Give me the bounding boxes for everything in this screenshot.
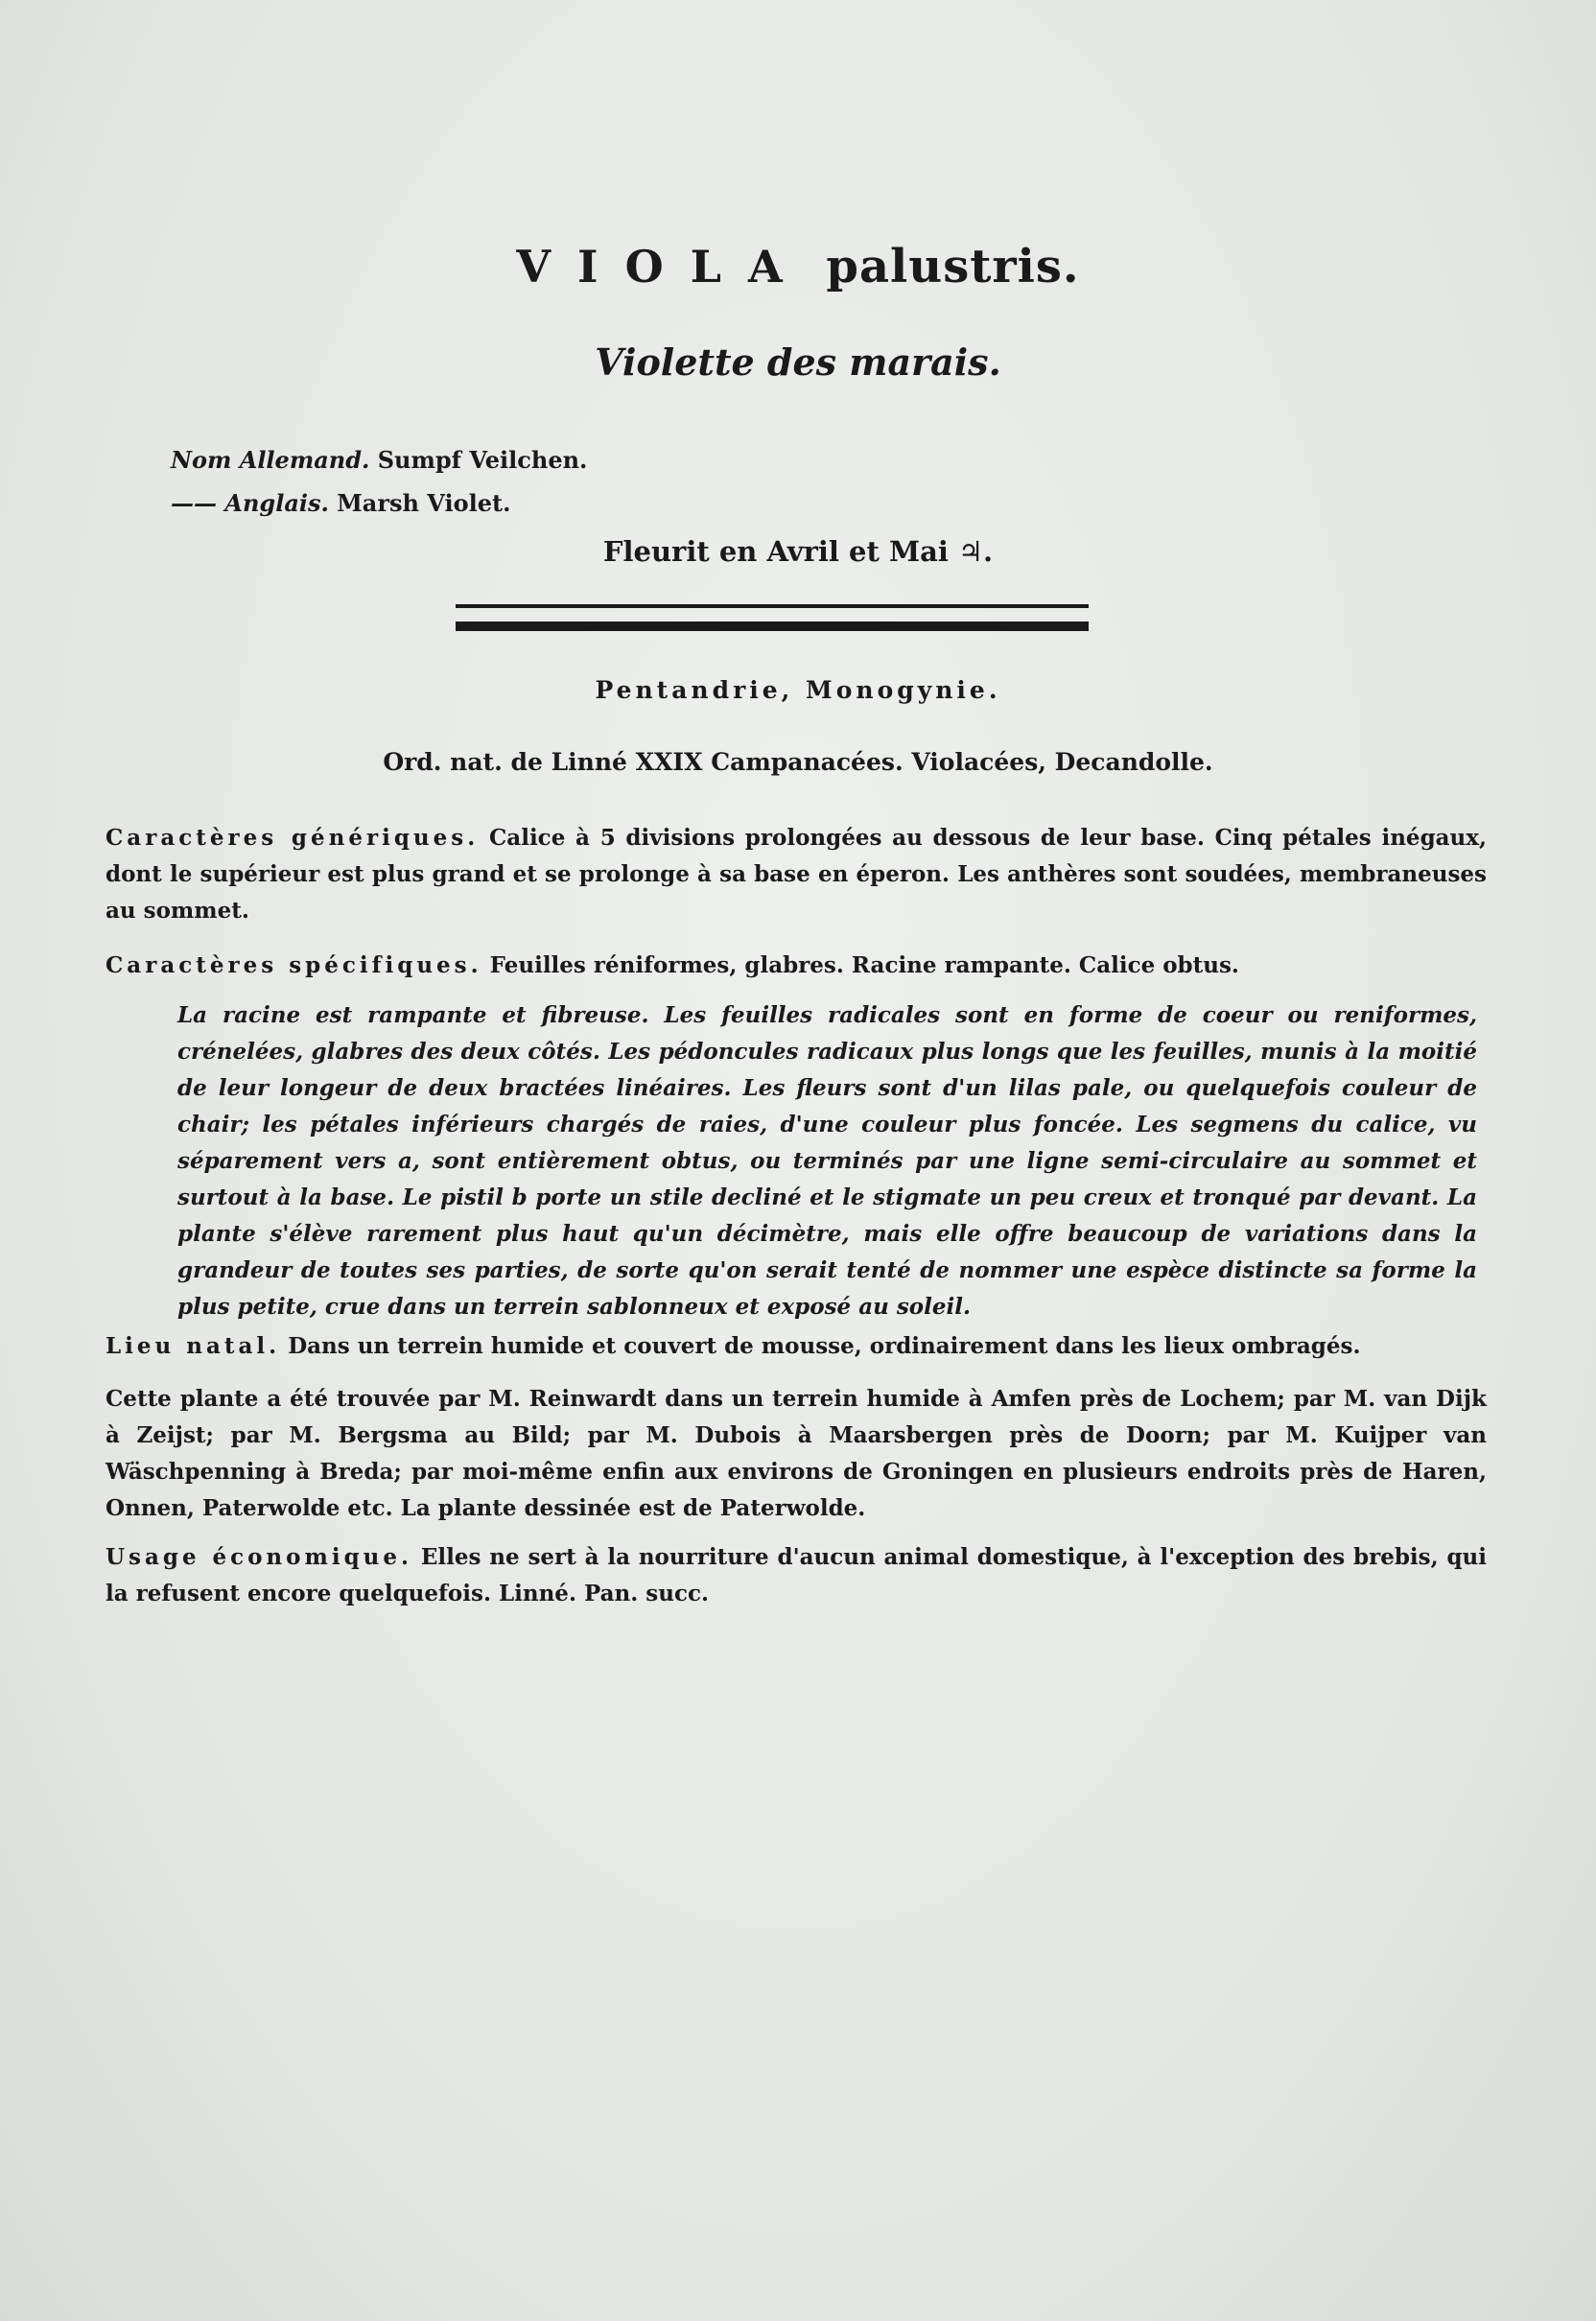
generic-text: Calice à 5 divisions prolongées au dessous de leur base. Cinq pétales inégaux, dont le supérieur est plus grand et se prolonge à sa base en éperon. Les anthères sont soudées, membraneuses au sommet. [106, 825, 1487, 924]
flowering-line: Fleurit en Avril et Mai ♃. [602, 535, 994, 568]
habitat-text: Dans un terrein humide et couvert de mousse, ordinairement dans les lieux ombragés. [288, 1333, 1361, 1359]
german-label: Nom Allemand. [171, 446, 370, 474]
divider-thick [456, 621, 1089, 631]
habitat-label: Lieu natal. [106, 1333, 281, 1359]
usage-text: Elles ne sert à la nourriture d'aucun animal domestique, à l'exception des brebis, qui la refusent encore quelquefois. Linné. Pan. succ. [106, 1544, 1487, 1606]
german-value: Sumpf Veilchen. [377, 446, 588, 474]
generic-characters [106, 820, 1487, 929]
title-genus: VIOLA [516, 241, 810, 293]
usage-label: Usage économique. [106, 1544, 413, 1570]
title-species: palustris. [826, 240, 1080, 293]
habitat [106, 1328, 1487, 1365]
classification: Pentandrie, Monogynie. [595, 676, 1001, 704]
natural-order: Ord. nat. de Linné XXIX Campanacées. Violacées, Decandolle. [383, 748, 1213, 776]
generic-label: Caractères génériques. [106, 825, 480, 851]
page-subtitle: Violette des marais. [595, 340, 1001, 384]
specific-characters [106, 948, 1487, 984]
english-label: —— Anglais. [171, 489, 329, 517]
page-title [0, 240, 1596, 293]
specific-label: Caractères spécifiques. [106, 952, 482, 978]
common-names [171, 446, 587, 532]
economic-usage [106, 1539, 1487, 1612]
description-paragraph: La racine est rampante et fibreuse. Les feuilles radicales sont en forme de coeur ou reniformes, crénelées, glabres des deux côtés. Les pédoncules radicaux plus longs que les feuilles, munis à la moitié de leur longeur de deux bractées linéaires. Les fleurs sont d'un lilas pale, ou quelquefois couleur de chair; les pétales inférieurs chargés de raies, d'une couleur plus foncée. Les segmens du calice, vu séparement vers a, sont entièrement obtus, ou terminés par une ligne semi-circulaire au sommet et surtout à la base. Le pistil b porte un stile decliné et le stigmate un peu creux et tronqué par devant. La plante s'élève rarement plus haut qu'un décimètre, mais elle offre beaucoup de variations dans la grandeur de toutes ses parties, de sorte qu'on serait tenté de nommer une espèce distincte sa forme la plus petite, crue dans un terrein sablonneux et exposé au soleil. [177, 1002, 1477, 1320]
english-value: Marsh Violet. [337, 489, 511, 517]
specific-text: Feuilles réniformes, glabres. Racine rampante. Calice obtus. [489, 952, 1239, 978]
german-name-row [171, 446, 587, 474]
english-name-row [171, 489, 587, 517]
localities-paragraph: Cette plante a été trouvée par M. Reinwardt dans un terrein humide à Amfen près de Lochem; par M. van Dijk à Zeijst; par M. Bergsma au Bild; par M. Dubois à Maarsbergen près de Doorn; par M. Kuijper van Wäschpenning à Breda; par moi-même enfin aux environs de Groningen en plusieurs endroits près de Haren, Onnen, Paterwolde etc. La plante dessinée est de Paterwolde. [106, 1386, 1487, 1521]
divider-thin [456, 604, 1089, 608]
